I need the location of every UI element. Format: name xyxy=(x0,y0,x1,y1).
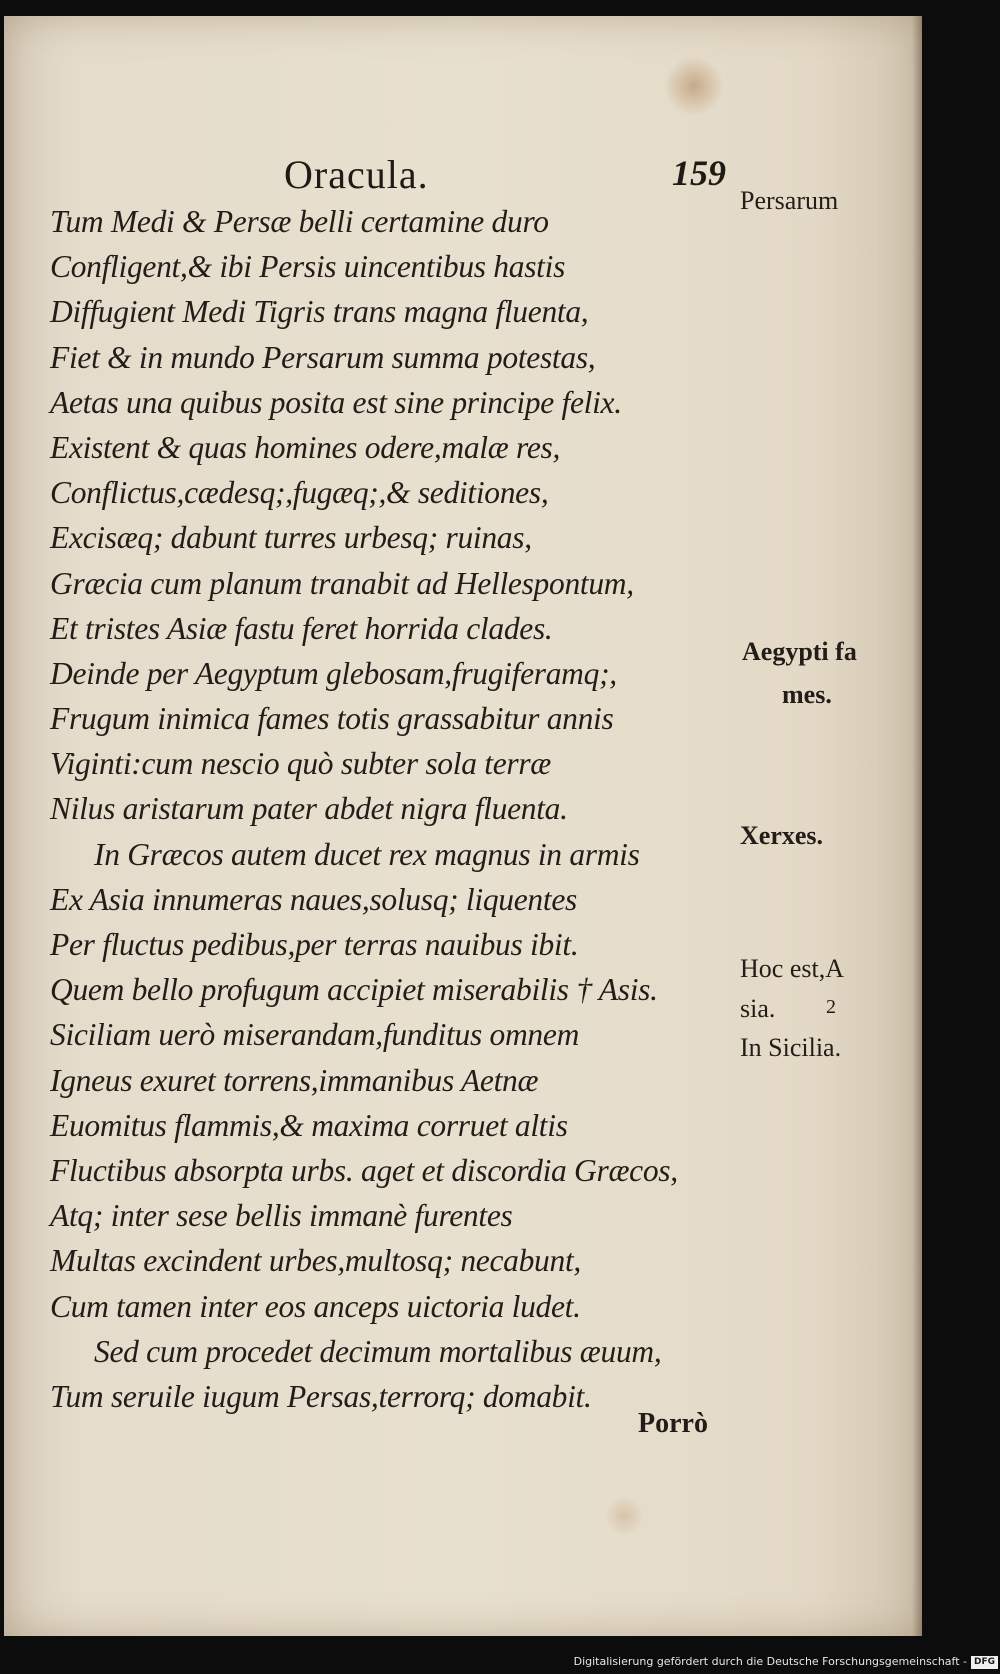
verse-line: Euomitus flammis,& maxima corruet altis xyxy=(50,1107,568,1143)
verse-line: Multas excindent urbes,multosq; necabunt, xyxy=(50,1243,581,1279)
paper-stain xyxy=(604,1496,644,1536)
catchword: Porrò xyxy=(638,1408,708,1439)
margin-note-xerxes: Xerxes. xyxy=(740,821,824,850)
running-head-title: Oracula. xyxy=(284,152,429,197)
verse-line: Sed cum procedet decimum mortalibus æuum, xyxy=(94,1333,662,1369)
verse-line: Excisæq; dabunt turres urbesq; ruinas, xyxy=(50,520,532,556)
verse-line: Viginti:cum nescio quò subter sola terræ xyxy=(50,746,551,782)
margin-note-hoc-est: Hoc est,A xyxy=(740,954,844,983)
verse-text-block xyxy=(50,199,750,1419)
verse-line: Fiet & in mundo Persarum summa potestas, xyxy=(50,339,596,375)
verse-line: Tum seruile iugum Persas,terrorq; domabit. xyxy=(50,1378,592,1414)
paper-stain xyxy=(664,56,724,116)
verse-line: Igneus exuret torrens,immanibus Aetnæ xyxy=(50,1062,539,1098)
dfg-logo: DFG xyxy=(971,1656,998,1669)
page-number: 159 xyxy=(672,153,726,193)
verse-line: Fluctibus absorpta urbs. aget et discordia Græcos, xyxy=(50,1152,678,1188)
verse-line: Existent & quas homines odere,malæ res, xyxy=(50,429,561,465)
margin-note-sia: sia. xyxy=(740,994,776,1023)
credit-text: Digitalisierung gefördert durch die Deutsche Forschungsgemeinschaft - xyxy=(573,1655,967,1668)
verse-line: Diffugient Medi Tigris trans magna fluenta, xyxy=(50,294,589,330)
margin-note-number: 2 xyxy=(826,996,836,1018)
margin-note-mes: mes. xyxy=(782,680,832,709)
verse-line: Frugum inimica fames totis grassabitur annis xyxy=(50,701,614,737)
digitization-credit xyxy=(0,1650,998,1674)
verse-line: Aetas una quibus posita est sine principe felix. xyxy=(50,384,622,420)
book-page xyxy=(4,16,922,1636)
page-edge-shadow xyxy=(912,16,922,1636)
verse-line: In Græcos autem ducet rex magnus in armis xyxy=(94,836,640,872)
verse-line: Conflictus,cædesq;,fugæq;,& seditiones, xyxy=(50,475,549,511)
verse-line: Confligent,& ibi Persis uincentibus hastis xyxy=(50,249,566,285)
verse-line: Ex Asia innumeras naues,solusq; liquentes xyxy=(50,881,577,917)
verse-line: Cum tamen inter eos anceps uictoria ludet. xyxy=(50,1288,581,1324)
verse-line: Quem bello profugum accipiet miserabilis † Asis. xyxy=(50,972,658,1008)
margin-note-in-sicilia: In Sicilia. xyxy=(740,1033,842,1062)
verse-line: Et tristes Asiæ fastu feret horrida clades. xyxy=(50,610,553,646)
verse-line: Græcia cum planum tranabit ad Hellespontum, xyxy=(50,565,634,601)
margin-note-aegypti: Aegypti fa xyxy=(742,637,857,666)
verse-line: Nilus aristarum pater abdet nigra fluenta. xyxy=(50,791,568,827)
verse-line: Siciliam uerò miserandam,funditus omnem xyxy=(50,1017,580,1053)
verse-line: Tum Medi & Persæ belli certamine duro xyxy=(50,204,549,239)
verse-line: Atq; inter sese bellis immanè furentes xyxy=(50,1198,513,1234)
margin-note-persarum: Persarum xyxy=(740,186,839,215)
verse-line: Deinde per Aegyptum glebosam,frugiferamq;, xyxy=(50,655,617,691)
verse-line: Per fluctus pedibus,per terras nauibus ibit. xyxy=(50,927,579,962)
